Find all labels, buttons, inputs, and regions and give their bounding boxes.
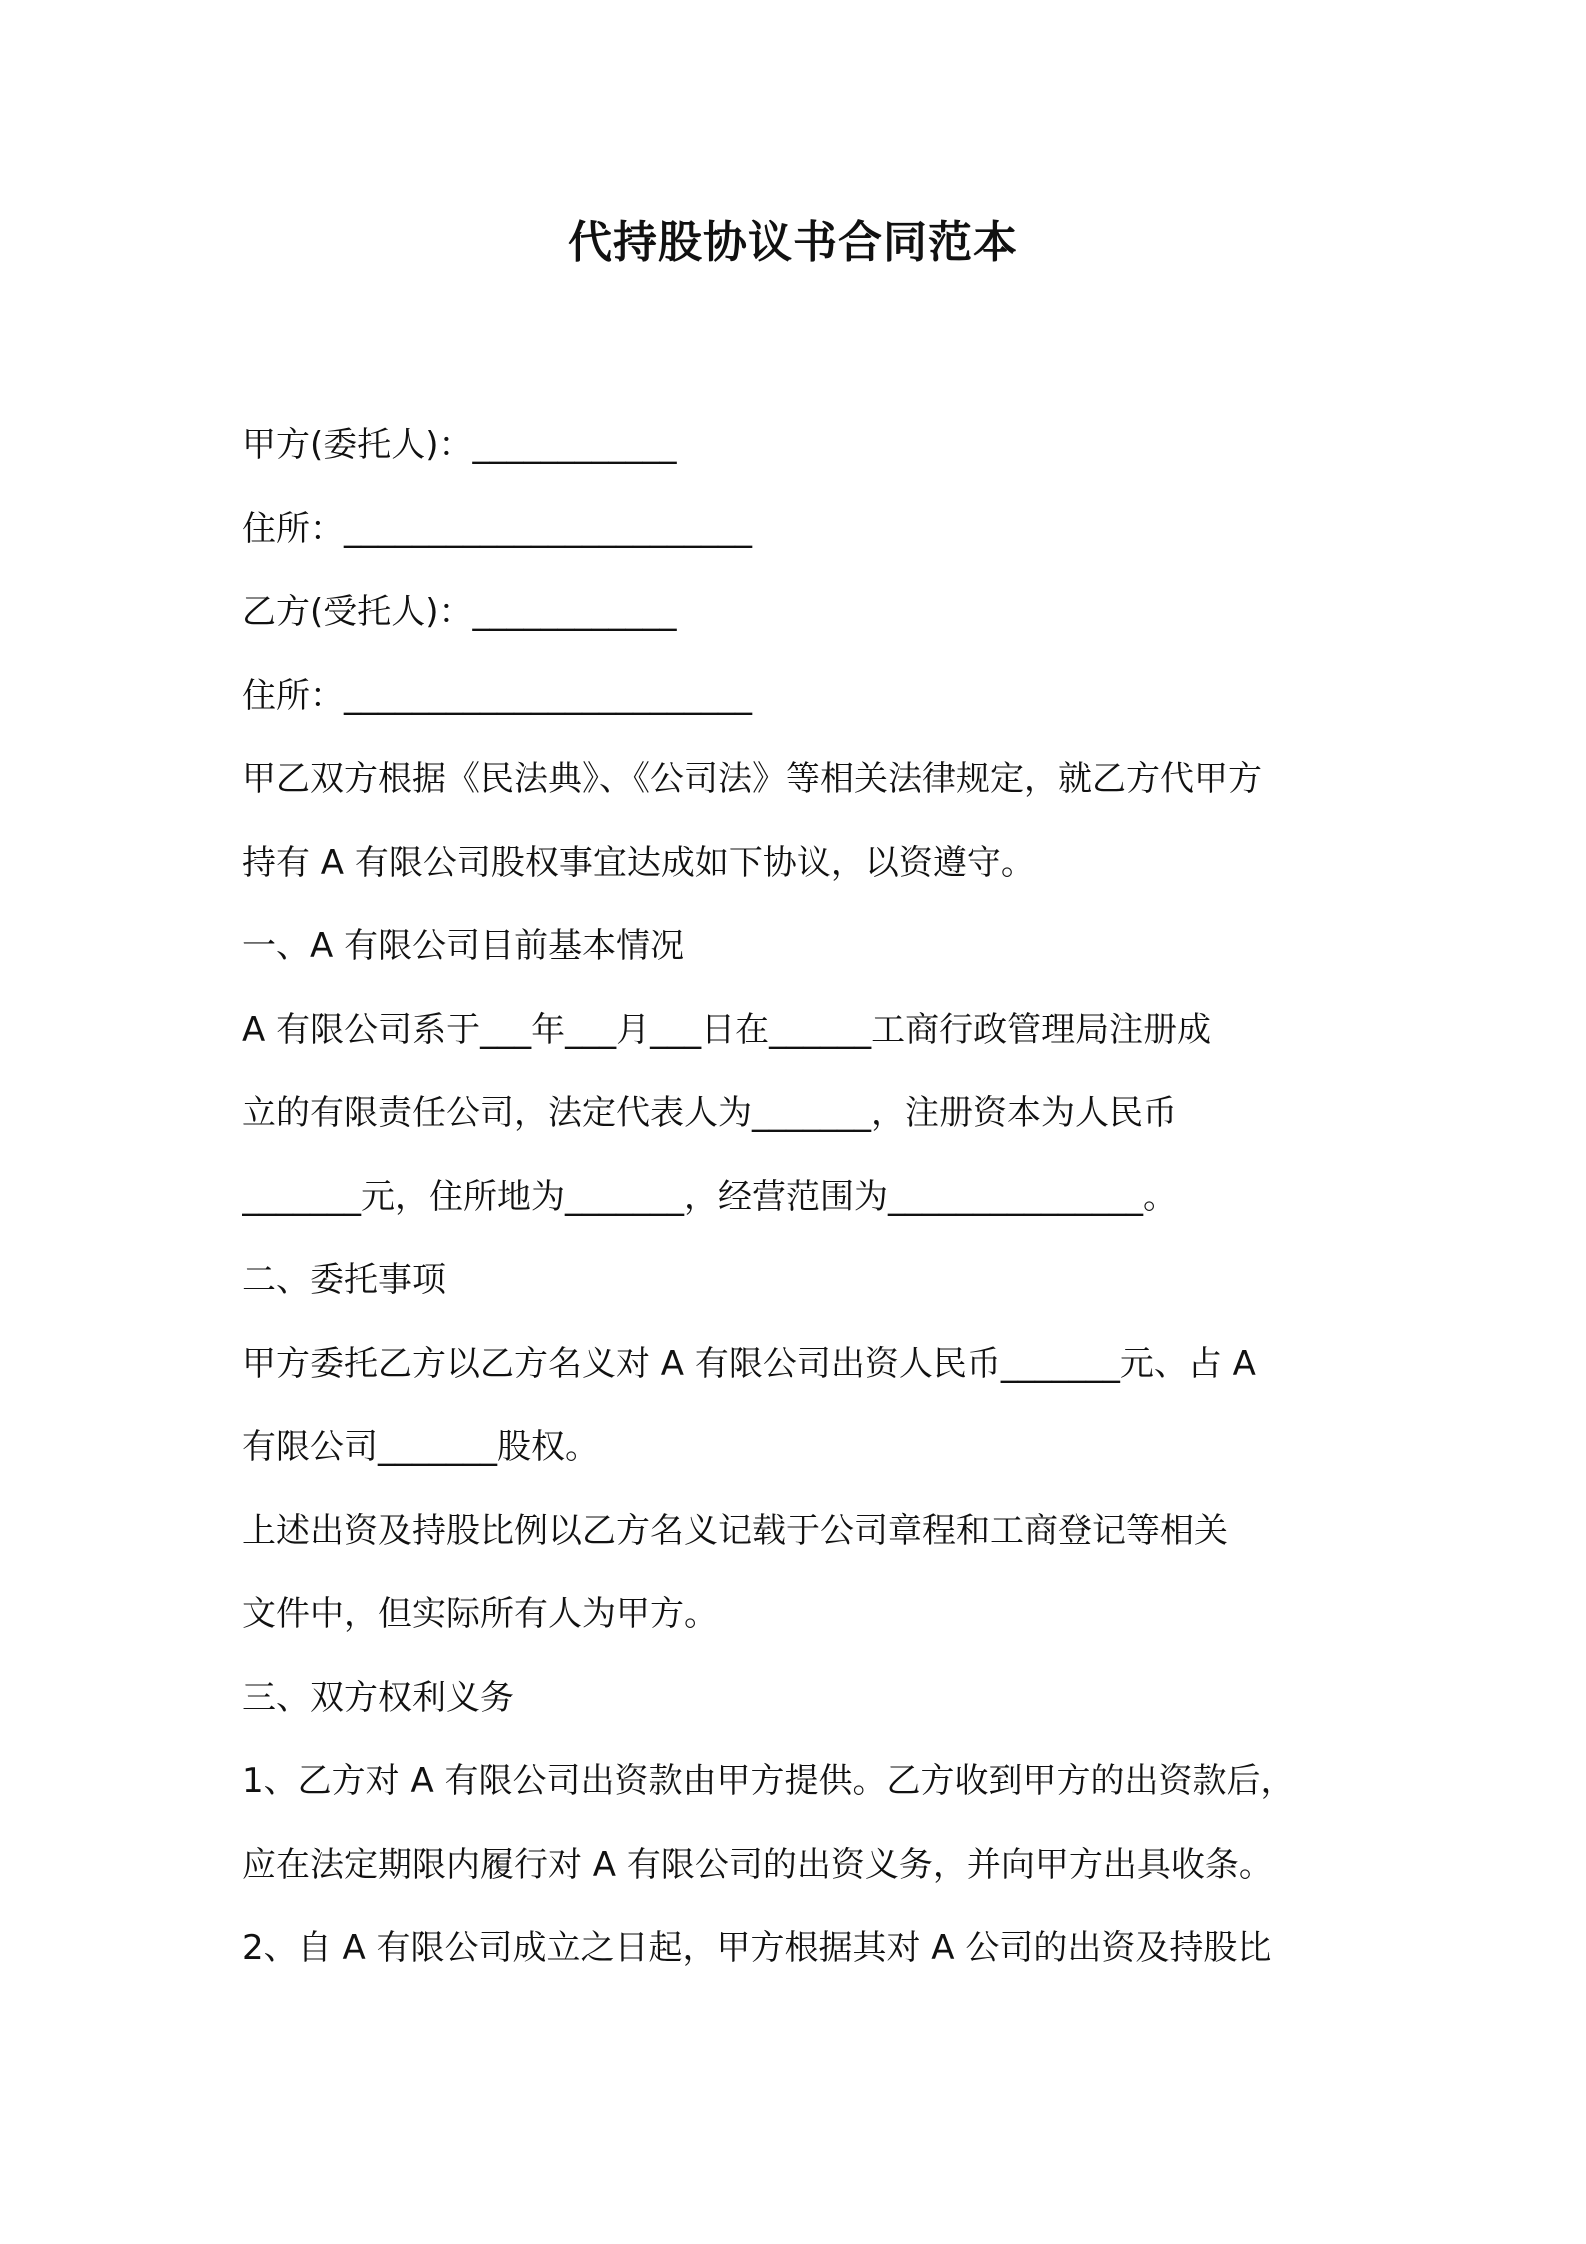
document-title: 代持股协议书合同范本 — [568, 217, 1018, 268]
party-b-line: 乙方(受托人)：____________ — [242, 592, 677, 632]
section-1-line-3: _______元，住所地为_______，经营范围为_______________。 — [242, 1176, 1177, 1217]
section-heading-3: 三、双方权利义务 — [242, 1677, 514, 1718]
section-1-line-1: A 有限公司系于___年___月___日在______工商行政管理局注册成 — [242, 1009, 1212, 1050]
section-2-line-2: 有限公司_______股权。 — [242, 1427, 599, 1467]
section-3-line-2: 应在法定期限内履行对 A 有限公司的出资义务，并向甲方出具收条。 — [242, 1844, 1273, 1885]
preamble-line-1: 甲乙双方根据《民法典》、《公司法》等相关法律规定，就乙方代甲方 — [242, 759, 1262, 799]
document-body — [242, 404, 1362, 1991]
party-b-address-line: 住所：________________________ — [242, 675, 752, 716]
section-2-line-4: 文件中，但实际所有人为甲方。 — [242, 1594, 718, 1634]
section-heading-1: 一、A 有限公司目前基本情况 — [242, 926, 685, 966]
preamble-line-2: 持有 A 有限公司股权事宜达成如下协议，以资遵守。 — [242, 842, 1035, 883]
section-2-line-3: 上述出资及持股比例以乙方名义记载于公司章程和工商登记等相关 — [242, 1510, 1228, 1551]
party-a-address-line: 住所：________________________ — [242, 508, 752, 549]
section-3-line-3: 2、自 A 有限公司成立之日起，甲方根据其对 A 公司的出资及持股比 — [242, 1928, 1272, 1968]
party-a-line: 甲方(委托人)：____________ — [242, 425, 677, 465]
section-2-line-1: 甲方委托乙方以乙方名义对 A 有限公司出资人民币_______元、占 A — [242, 1343, 1256, 1384]
section-heading-2: 二、委托事项 — [242, 1260, 446, 1300]
section-1-line-2: 立的有限责任公司，法定代表人为_______，注册资本为人民币 — [242, 1093, 1177, 1133]
section-3-line-1: 1、乙方对 A 有限公司出资款由甲方提供。乙方收到甲方的出资款后， — [242, 1761, 1295, 1801]
